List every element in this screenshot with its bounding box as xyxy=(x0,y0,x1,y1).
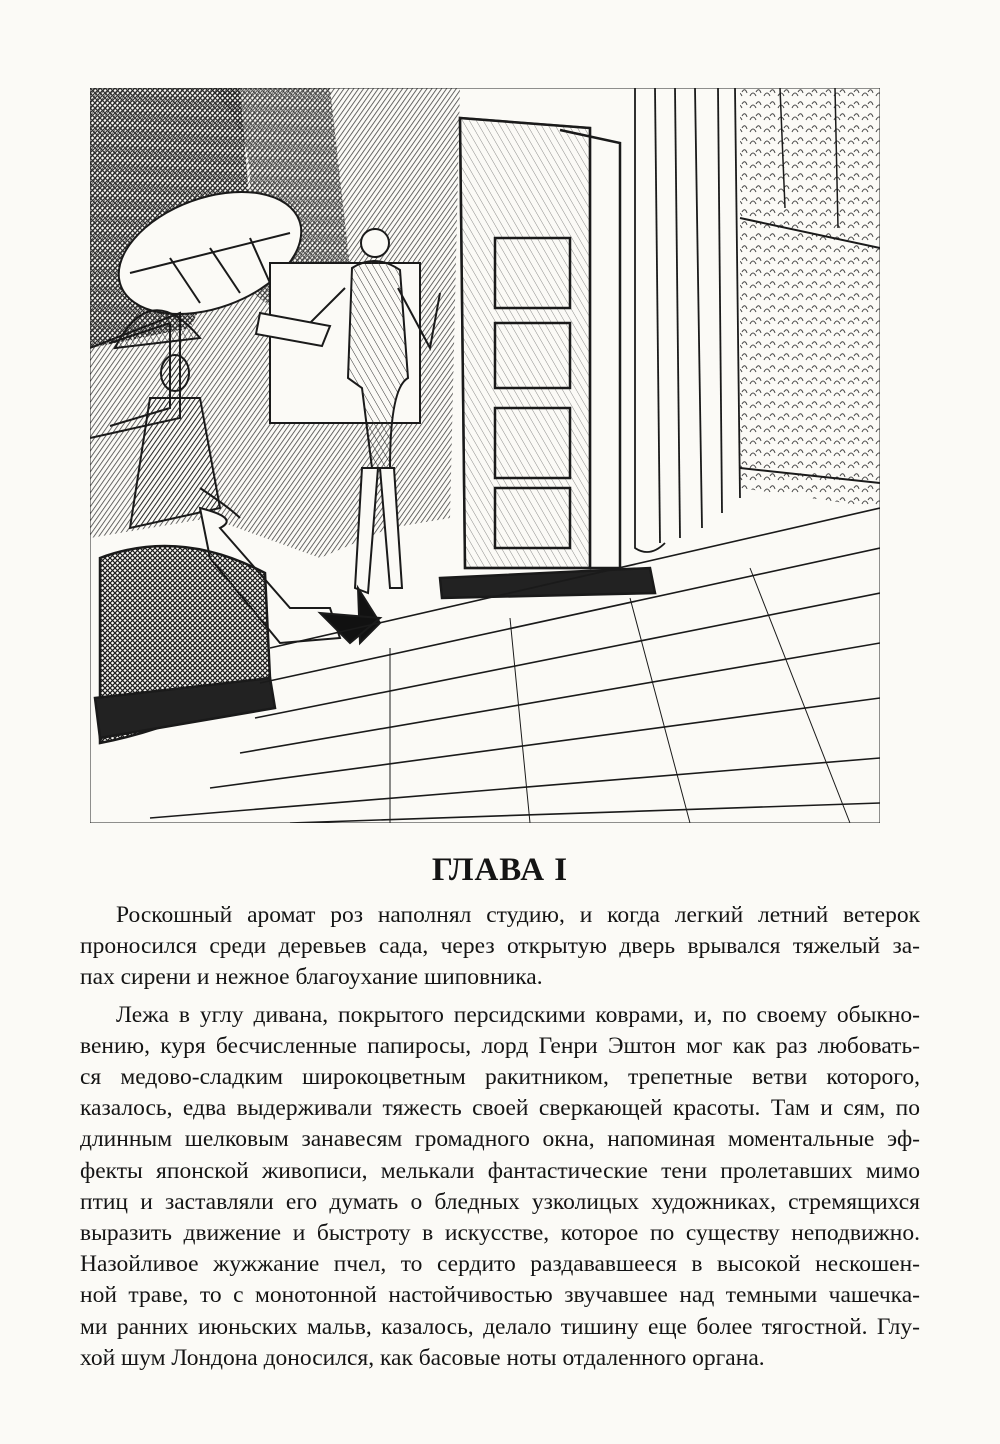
paragraph-2 xyxy=(80,1000,920,1374)
text-line: Роскошный аромат роз наполнял студию, и когда легкий летний ветерок xyxy=(116,902,920,928)
text-line: ми ранних июньских мальв, казалось, делало тишину еще более тягостной. Глу- xyxy=(80,1313,920,1340)
chapter-title: ГЛАВА I xyxy=(431,852,569,888)
text-line: хой шум Лондона доносился, как басовые ноты отдаленного органа. xyxy=(80,1344,765,1371)
text-line: пах сирени и нежное благоухание шиповника. xyxy=(80,964,543,991)
text-line: казалось, едва выдерживали тяжесть своей сверкающей красоты. Там и сям, по xyxy=(80,1095,920,1122)
paragraph-1 xyxy=(80,900,920,994)
text-line: вению, куря бесчисленные папиросы, лорд Генри Эштон мог как раз любовать- xyxy=(80,1032,920,1059)
chapter-text xyxy=(80,900,920,1374)
text-line: проносился среди деревьев сада, через открытую дверь врывался тяжелый за- xyxy=(80,933,920,960)
text-line: ся медово-сладким широкоцветным ракитником, трепетные ветви которого, xyxy=(80,1064,920,1091)
text-line: ной траве, то с монотонной настойчивостью звучавшее над темными чашечка- xyxy=(80,1282,920,1309)
sofa xyxy=(95,546,275,743)
window-garden xyxy=(740,88,880,508)
text-line: Назойливое жужжание пчел, то сердито раздававшееся в высокой нескошен- xyxy=(80,1251,920,1278)
text-line: длинным шелковым занавесям громадного окна, напоминая моментальные эф- xyxy=(80,1126,920,1153)
text-line: птиц и заставляли его думать о бледных узколицых художниках, стремящихся xyxy=(80,1188,920,1215)
text-line: Лежа в углу дивана, покрытого персидскими коврами, и, по своему обыкно- xyxy=(116,1001,920,1028)
text-line: выразить движение и быстроту в искусстве, которое по существу неподвижно. xyxy=(80,1220,920,1247)
text-line: фекты японской живописи, мелькали фантастические тени пролетавших мимо xyxy=(80,1157,920,1184)
chapter-illustration xyxy=(90,88,880,823)
